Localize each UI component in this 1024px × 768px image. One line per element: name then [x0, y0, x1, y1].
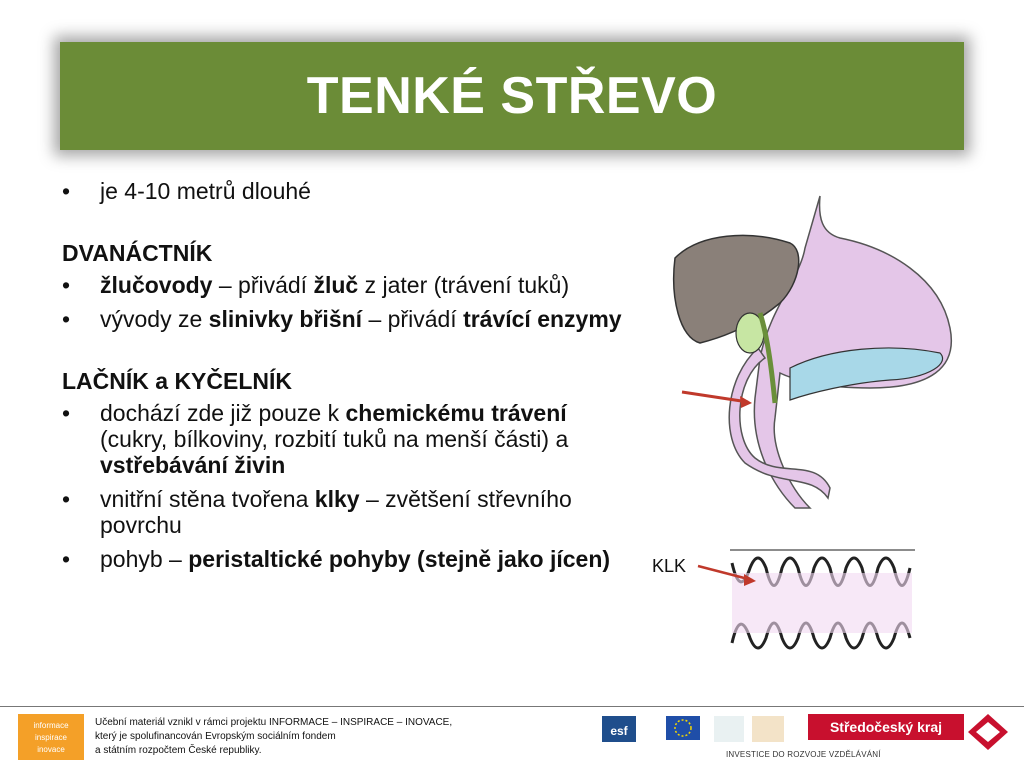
svg-text:informace: informace — [33, 721, 69, 730]
investment-text: INVESTICE DO ROZVOJE VZDĚLÁVÁNÍ — [726, 750, 881, 759]
duodenum-arrow-head — [740, 396, 752, 408]
jejunum-list — [62, 400, 632, 572]
section-heading-duodenum: DVANÁCTNÍK — [62, 240, 213, 266]
villi-fill — [732, 573, 912, 633]
eu-logos — [602, 714, 792, 746]
digestive-illustration — [640, 188, 980, 668]
footer-text: Učební materiál vznikl v rámci projektu INFORMACE – INSPIRACE – INOVACE, který je spolufinancován Evropským sociálním fondem a státním rozpočtem České republiky. — [95, 717, 453, 756]
slide-title: TENKÉ STŘEVO — [306, 67, 718, 125]
slide-content — [62, 178, 632, 580]
bullet-peristalsis: • pohyb – peristaltické pohyby (stejně jako jícen) — [62, 546, 632, 572]
duodenum-list — [62, 272, 632, 332]
intro-list — [62, 178, 632, 204]
svg-text:esf: esf — [610, 724, 628, 738]
intro-bullet: • je 4-10 metrů dlouhé — [62, 178, 632, 204]
svg-text:inovace: inovace — [37, 745, 65, 754]
kraj-banner: Středočeský kraj — [808, 714, 964, 740]
svg-text:inspirace: inspirace — [34, 733, 68, 742]
title-bar — [60, 42, 964, 150]
bullet-digestion: • dochází zde již pouze k chemickému trávení (cukry, bílkoviny, rozbití tuků na menší části) a vstřebávání živin — [62, 400, 632, 478]
project-logo — [18, 714, 84, 760]
bullet-villi: • vnitřní stěna tvořena klky – zvětšení střevního povrchu — [62, 486, 632, 538]
crest-icon — [966, 712, 1010, 752]
bullet-bile-ducts: • žlučovody – přivádí žluč z jater (trávení tuků) — [62, 272, 632, 298]
klk-label: KLK — [652, 556, 687, 576]
section-heading-jejunum-ileum: LAČNÍK a KYČELNÍK — [62, 368, 293, 394]
bullet-pancreas-ducts: • vývody ze slinivky břišní – přivádí trávící enzymy — [62, 306, 632, 332]
footer-divider — [0, 706, 1024, 707]
